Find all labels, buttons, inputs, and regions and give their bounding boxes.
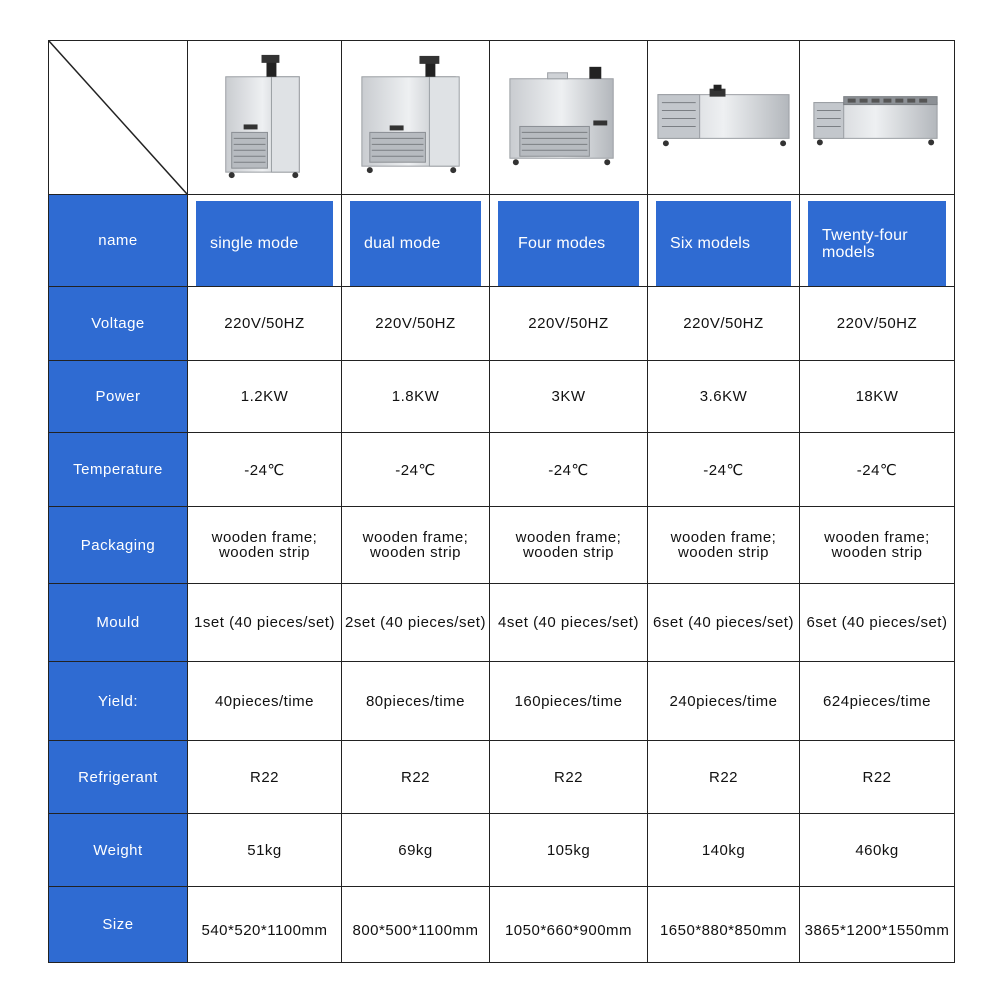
- packaging-line-1: wooden frame;: [824, 529, 930, 546]
- row-label-text: Weight: [93, 841, 143, 859]
- name-cell: [342, 195, 490, 287]
- packaging-line-1: wooden frame;: [515, 529, 622, 546]
- packaging-cell: [800, 507, 955, 584]
- yield-cell: 40pieces/time: [188, 662, 342, 741]
- diagonal-line: [49, 41, 187, 194]
- machine-image-four-modes: [490, 41, 648, 195]
- row-label-mould: [49, 584, 188, 662]
- row-label-text: Voltage: [91, 315, 145, 332]
- weight-cell: 140kg: [648, 814, 800, 887]
- row-label-text: Temperature: [73, 461, 163, 478]
- machine-image-single-mode: [188, 41, 342, 195]
- name-row: [49, 195, 955, 287]
- temperature-cell: -24℃: [490, 433, 648, 507]
- mould-cell: 6set (40 pieces/set): [800, 584, 955, 662]
- refrigerant-cell: R22: [490, 741, 648, 814]
- packaging-cell: [648, 507, 800, 584]
- row-label-yield: [49, 662, 188, 741]
- model-name: Four modes: [498, 201, 639, 286]
- packaging-line-2: wooden strip: [677, 544, 770, 561]
- refrigerant-cell: R22: [648, 741, 800, 814]
- refrigerant-cell: R22: [342, 741, 490, 814]
- packaging-row: [49, 507, 955, 584]
- machine-image-twenty-four-models: [800, 41, 955, 195]
- power-cell: 1.2KW: [188, 361, 342, 433]
- row-label-temperature: [49, 433, 188, 507]
- packaging-line-1: wooden frame;: [670, 529, 777, 546]
- voltage-cell: 220V/50HZ: [800, 287, 955, 361]
- row-label-text: Power: [95, 388, 141, 405]
- voltage-cell: 220V/50HZ: [490, 287, 648, 361]
- four-mode-ice-machine-icon: [490, 41, 647, 194]
- row-label-text: Yield:: [98, 692, 138, 710]
- row-label-weight: [49, 814, 188, 887]
- mould-cell: 1set (40 pieces/set): [188, 584, 342, 662]
- size-row: [49, 887, 955, 963]
- voltage-cell: 220V/50HZ: [648, 287, 800, 361]
- packaging-line-2: wooden strip: [218, 544, 311, 561]
- name-cell: [490, 195, 648, 287]
- power-cell: 18KW: [800, 361, 955, 433]
- yield-cell: 240pieces/time: [648, 662, 800, 741]
- temperature-cell: -24℃: [342, 433, 490, 507]
- size-cell: 800*500*1100mm: [342, 887, 490, 963]
- spec-table: [48, 40, 955, 963]
- temperature-cell: -24℃: [648, 433, 800, 507]
- mould-cell: 4set (40 pieces/set): [490, 584, 648, 662]
- machine-image-dual-mode: [342, 41, 490, 195]
- row-label-text: Refrigerant: [78, 768, 158, 786]
- size-cell: 1050*660*900mm: [490, 887, 648, 963]
- row-label-text: Packaging: [80, 536, 156, 554]
- image-row: [49, 41, 955, 195]
- packaging-line-1: wooden frame;: [362, 529, 469, 546]
- temperature-row: [49, 433, 955, 507]
- corner-cell: [49, 41, 188, 195]
- single-mode-ice-machine-icon: [188, 41, 341, 194]
- voltage-cell: 220V/50HZ: [188, 287, 342, 361]
- size-cell: 3865*1200*1550mm: [800, 887, 955, 963]
- yield-cell: 80pieces/time: [342, 662, 490, 741]
- row-label-voltage: [49, 287, 188, 361]
- packaging-cell: [188, 507, 342, 584]
- model-name: Six models: [656, 201, 791, 286]
- twenty-four-model-ice-machine-icon: [800, 41, 954, 194]
- model-name: Twenty-four models: [808, 201, 946, 286]
- yield-cell: 624pieces/time: [800, 662, 955, 741]
- temperature-cell: -24℃: [800, 433, 955, 507]
- size-cell: 540*520*1100mm: [188, 887, 342, 963]
- mould-cell: 6set (40 pieces/set): [648, 584, 800, 662]
- name-cell: [800, 195, 955, 287]
- weight-cell: 105kg: [490, 814, 648, 887]
- weight-cell: 460kg: [800, 814, 955, 887]
- name-cell: [648, 195, 800, 287]
- voltage-cell: 220V/50HZ: [342, 287, 490, 361]
- row-label-refrigerant: [49, 741, 188, 814]
- power-cell: 1.8KW: [342, 361, 490, 433]
- size-cell: 1650*880*850mm: [648, 887, 800, 963]
- row-label-size: [49, 887, 188, 963]
- model-name: single mode: [196, 201, 333, 286]
- packaging-line-1: wooden frame;: [211, 529, 318, 546]
- mould-row: [49, 584, 955, 662]
- yield-cell: 160pieces/time: [490, 662, 648, 741]
- refrigerant-cell: R22: [188, 741, 342, 814]
- packaging-line-2: wooden strip: [369, 544, 462, 561]
- temperature-cell: -24℃: [188, 433, 342, 507]
- packaging-line-2: wooden strip: [522, 544, 615, 561]
- refrigerant-cell: R22: [800, 741, 955, 814]
- refrigerant-row: [49, 741, 955, 814]
- name-cell: [188, 195, 342, 287]
- mould-cell: 2set (40 pieces/set): [342, 584, 490, 662]
- power-cell: 3.6KW: [648, 361, 800, 433]
- power-cell: 3KW: [490, 361, 648, 433]
- packaging-line-2: wooden strip: [831, 544, 923, 561]
- row-label-text: Size: [102, 916, 134, 933]
- row-label-name: [49, 195, 188, 287]
- weight-row: [49, 814, 955, 887]
- row-label-text: name: [98, 232, 138, 249]
- row-label-packaging: [49, 507, 188, 584]
- yield-row: [49, 662, 955, 741]
- packaging-cell: [342, 507, 490, 584]
- machine-image-six-models: [648, 41, 800, 195]
- voltage-row: [49, 287, 955, 361]
- model-name: dual mode: [350, 201, 481, 286]
- six-model-ice-machine-icon: [648, 41, 799, 194]
- row-label-power: [49, 361, 188, 433]
- weight-cell: 51kg: [188, 814, 342, 887]
- power-row: [49, 361, 955, 433]
- dual-mode-ice-machine-icon: [342, 41, 489, 194]
- packaging-cell: [490, 507, 648, 584]
- row-label-text: Mould: [96, 614, 140, 631]
- weight-cell: 69kg: [342, 814, 490, 887]
